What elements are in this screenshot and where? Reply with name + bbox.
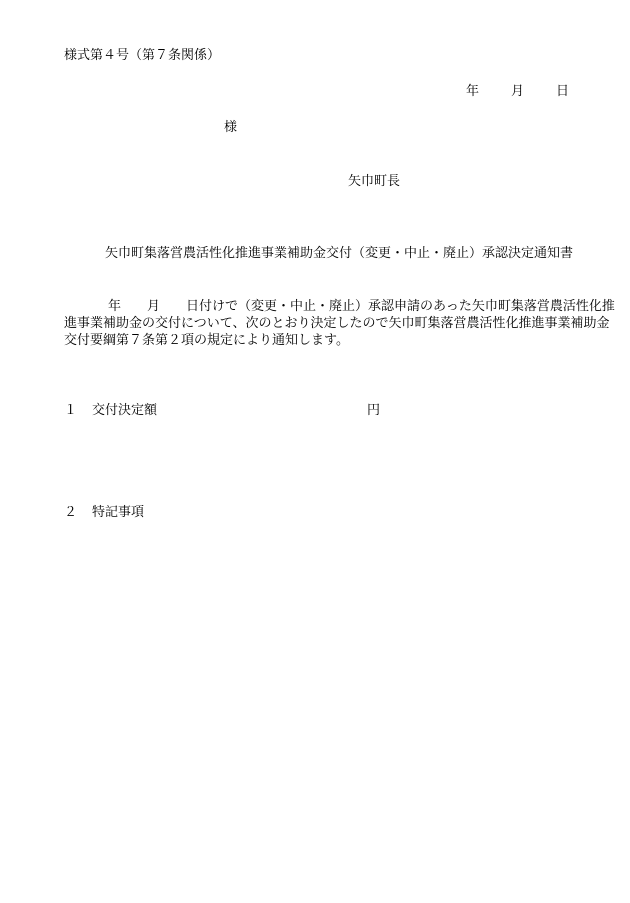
item-label: 特記事項 <box>92 505 145 520</box>
body-text: 年 月 日付けで（変更・中止・廃止）承認申請のあった矢巾町集落営農活性化推進事業補助金の交付について、次のとおり決定したので矢巾町集落営農活性化推進事業補助金交付要綱第７条第２項の規定により通知します。 <box>64 299 615 348</box>
item-grant-amount <box>64 403 381 418</box>
issuer: 矢巾町長 <box>348 174 401 189</box>
item-number: ２ <box>64 505 78 520</box>
month-label: 月 <box>511 84 525 99</box>
form-number: 様式第４号（第７条関係） <box>64 48 221 63</box>
item-label: 交付決定額 <box>92 403 158 418</box>
item-special-notes <box>64 506 144 519</box>
document-title: 矢巾町集落営農活性化推進事業補助金交付（変更・中止・廃止）承認決定通知書 <box>105 246 574 261</box>
yen-unit: 円 <box>367 403 381 418</box>
day-label: 日 <box>556 84 570 99</box>
year-label: 年 <box>466 84 480 99</box>
item-number: １ <box>64 403 78 418</box>
addressee-suffix: 様 <box>224 120 238 135</box>
date-line <box>466 85 569 98</box>
